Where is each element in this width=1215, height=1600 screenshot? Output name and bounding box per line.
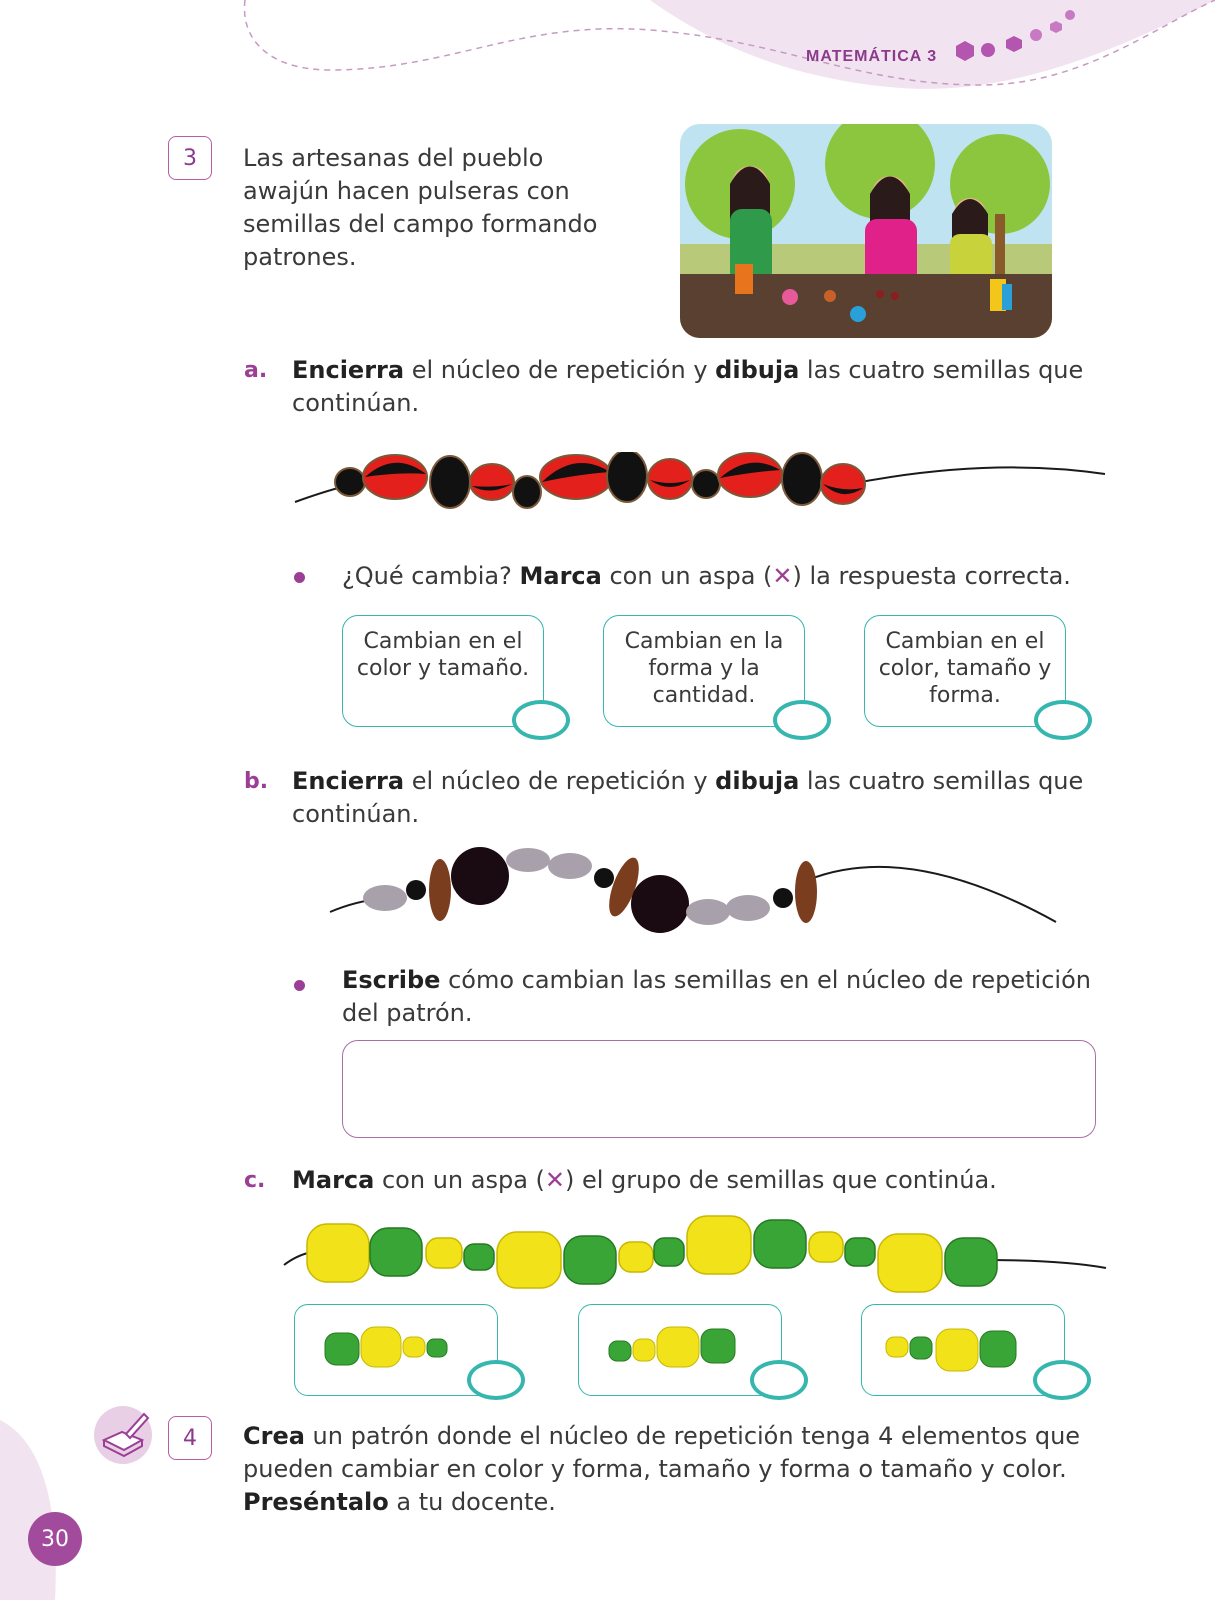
notebook-writing-icon bbox=[92, 1404, 154, 1466]
dibuja-verb: dibuja bbox=[715, 767, 800, 795]
page-number: 30 bbox=[28, 1512, 82, 1566]
question-a bbox=[342, 560, 1102, 593]
footer-decoration bbox=[0, 1420, 70, 1600]
answer-write-box[interactable] bbox=[342, 1040, 1096, 1138]
seed-pattern-b bbox=[328, 840, 1068, 940]
activity-4-text bbox=[243, 1420, 1113, 1519]
instruction-text: ) el grupo de semillas que continúa. bbox=[565, 1166, 997, 1194]
activity-number-3: 3 bbox=[168, 136, 212, 180]
dibuja-verb: dibuja bbox=[715, 356, 800, 384]
question-text: ) la respuesta correcta. bbox=[792, 562, 1071, 590]
marca-verb: Marca bbox=[519, 562, 602, 590]
instruction-text: las cuatro semillas que continúan. bbox=[292, 356, 1084, 417]
answer-circle-2[interactable] bbox=[773, 700, 831, 740]
bullet-icon bbox=[294, 980, 305, 991]
presentalo-verb: Preséntalo bbox=[243, 1488, 389, 1516]
activity-4-body: un patrón donde el núcleo de repetición tenga 4 elementos que pueden cambiar en color y forma, tamaño y forma o tamaño y color. bbox=[243, 1422, 1081, 1483]
part-b-label: b. bbox=[244, 769, 269, 794]
seed-group-1 bbox=[295, 1305, 495, 1393]
option-box-3: Cambian en el color, tamaño y forma. bbox=[864, 615, 1066, 727]
book-title: MATEMÁTICA 3 bbox=[806, 48, 938, 65]
encierra-verb: Encierra bbox=[292, 356, 405, 384]
seed-answer-circle-1[interactable] bbox=[467, 1360, 525, 1400]
part-b-instruction bbox=[292, 765, 1092, 831]
seed-pattern-a bbox=[290, 452, 1110, 522]
part-a-label: a. bbox=[244, 358, 268, 383]
escribe-verb: Escribe bbox=[342, 966, 441, 994]
seed-group-3 bbox=[862, 1305, 1062, 1393]
activity-number-4: 4 bbox=[168, 1416, 212, 1460]
crea-verb: Crea bbox=[243, 1422, 305, 1450]
activity-3-intro: Las artesanas del pueblo awajún hacen pulseras con semillas del campo formando patrones. bbox=[243, 144, 598, 271]
activity-4-body: a tu docente. bbox=[388, 1488, 556, 1516]
part-c-label: c. bbox=[244, 1168, 266, 1193]
question-text: ¿Qué cambia? bbox=[342, 562, 520, 590]
x-mark-icon: ✕ bbox=[772, 562, 793, 590]
encierra-verb: Encierra bbox=[292, 767, 405, 795]
part-c-instruction bbox=[292, 1164, 1092, 1197]
prompt-text: cómo cambian las semillas en el núcleo de repetición del patrón. bbox=[342, 966, 1091, 1027]
instruction-text: el núcleo de repetición y bbox=[404, 356, 716, 384]
seed-answer-circle-2[interactable] bbox=[750, 1360, 808, 1400]
option-box-2: Cambian en la forma y la cantidad. bbox=[603, 615, 805, 727]
instruction-text: con un aspa ( bbox=[374, 1166, 545, 1194]
prompt-b bbox=[342, 964, 1102, 1030]
option-box-1: Cambian en el color y tamaño. bbox=[342, 615, 544, 727]
artisans-illustration bbox=[680, 124, 1052, 338]
seed-pattern-c bbox=[282, 1210, 1108, 1300]
instruction-text: el núcleo de repetición y bbox=[404, 767, 716, 795]
seed-answer-circle-3[interactable] bbox=[1033, 1360, 1091, 1400]
x-mark-icon: ✕ bbox=[544, 1166, 565, 1194]
part-a-instruction bbox=[292, 354, 1092, 420]
instruction-text: las cuatro semillas que continúan. bbox=[292, 767, 1084, 828]
answer-circle-3[interactable] bbox=[1034, 700, 1092, 740]
marca-verb: Marca bbox=[292, 1166, 375, 1194]
question-text: con un aspa ( bbox=[601, 562, 773, 590]
bullet-icon bbox=[294, 572, 305, 583]
header-decoration bbox=[0, 0, 1215, 100]
seed-group-2 bbox=[579, 1305, 779, 1393]
answer-circle-1[interactable] bbox=[512, 700, 570, 740]
